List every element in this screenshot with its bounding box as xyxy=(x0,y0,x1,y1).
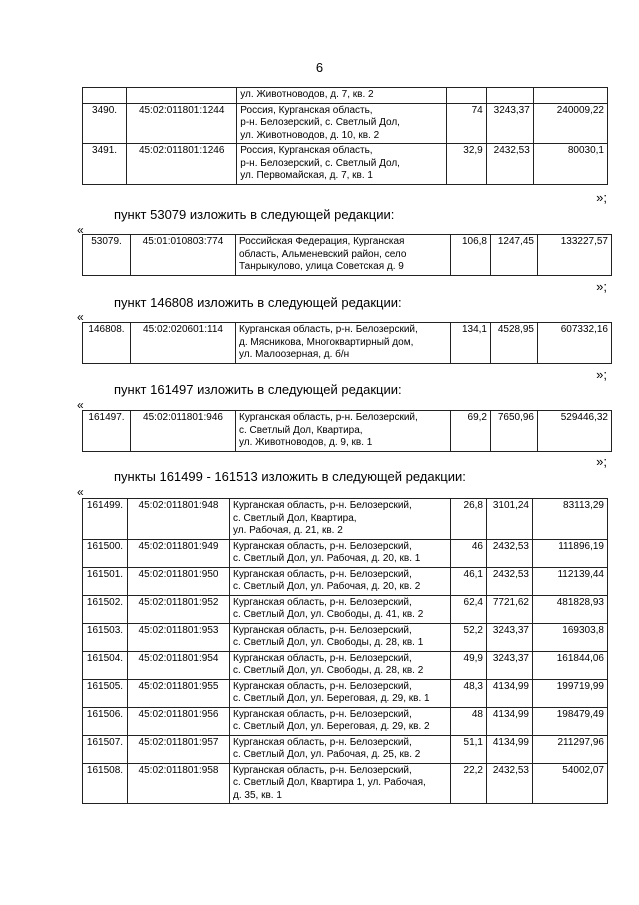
table-row xyxy=(83,623,608,651)
cadastral-number-cell: 45:02:011801:953 xyxy=(128,623,230,651)
address-cell xyxy=(230,595,451,623)
address-cell xyxy=(236,323,451,364)
opening-quote: « xyxy=(77,398,84,412)
price-cell: 7721,62 xyxy=(487,595,533,623)
address-line: с. Светлый Дол, ул. Рабочая, д. 20, кв. 2 xyxy=(233,581,421,592)
address-cell xyxy=(237,144,446,185)
row-number-cell: 161500. xyxy=(83,539,128,567)
address-line: с. Светлый Дол, ул. Свободы, д. 41, кв. 2 xyxy=(233,609,424,620)
cadastral-number-cell: 45:01:010803:774 xyxy=(131,235,236,276)
table-row xyxy=(83,499,608,540)
value-cell: 161844,06 xyxy=(533,651,608,679)
property-table-146808 xyxy=(82,322,612,364)
area-cell: 69,2 xyxy=(451,411,491,452)
table-row xyxy=(83,144,608,185)
row-number-cell: 161497. xyxy=(83,411,131,452)
cadastral-number-cell: 45:02:011801:950 xyxy=(128,567,230,595)
closing-quote: »; xyxy=(596,367,607,382)
value-cell: 529446,32 xyxy=(538,411,612,452)
value-cell: 112139,44 xyxy=(533,567,608,595)
value-cell: 199719,99 xyxy=(533,679,608,707)
address-line: ул. Рабочая, д. 21, кв. 2 xyxy=(233,525,343,536)
table-row xyxy=(83,679,608,707)
cadastral-number-cell: 45:02:011801:954 xyxy=(128,651,230,679)
row-number-cell: 161508. xyxy=(83,763,128,804)
address-cell xyxy=(236,411,451,452)
address-line: Курганская область, р-н. Белозерский, xyxy=(233,624,412,636)
price-cell: 1247,45 xyxy=(491,235,538,276)
row-number-cell: 161505. xyxy=(83,679,128,707)
address-line: с. Светлый Дол, ул. Свободы, д. 28, кв. 2 xyxy=(233,665,424,676)
price-cell: 3243,37 xyxy=(487,651,533,679)
value-cell: 83113,29 xyxy=(533,499,608,540)
cadastral-number-cell: 45:02:011801:952 xyxy=(128,595,230,623)
area-cell: 134,1 xyxy=(451,323,491,364)
property-table-161499 xyxy=(82,498,608,804)
address-line: Курганская область, р-н. Белозерский, xyxy=(233,652,412,664)
closing-quote: »; xyxy=(596,279,607,294)
value-cell: 240009,22 xyxy=(533,103,607,144)
address-line: ул. Животноводов, д. 7, кв. 2 xyxy=(240,89,374,100)
row-number-cell: 3491. xyxy=(83,144,127,185)
area-cell: 49,9 xyxy=(451,651,487,679)
address-line: с. Светлый Дол, ул. Свободы, д. 28, кв. 1 xyxy=(233,637,424,648)
address-line: ул. Животноводов, д. 9, кв. 1 xyxy=(239,437,373,448)
price-cell: 4134,99 xyxy=(487,735,533,763)
area-cell: 62,4 xyxy=(451,595,487,623)
address-line: с. Светлый Дол, ул. Береговая, д. 29, кв. 2 xyxy=(233,721,430,732)
cadastral-number-cell: 45:02:011801:957 xyxy=(128,735,230,763)
closing-quote: »; xyxy=(596,190,607,205)
address-line: с. Светлый Дол, ул. Береговая, д. 29, кв. 1 xyxy=(233,693,430,704)
value-cell: 198479,49 xyxy=(533,707,608,735)
address-line: Курганская область, р-н. Белозерский, xyxy=(233,540,412,552)
address-cell xyxy=(237,88,446,104)
row-number-cell: 161501. xyxy=(83,567,128,595)
price-cell: 3243,37 xyxy=(486,103,533,144)
table-row xyxy=(83,763,608,804)
address-line: ул. Первомайская, д. 7, кв. 1 xyxy=(240,170,373,181)
address-line: с. Светлый Дол, Квартира 1, ул. Рабочая, xyxy=(233,777,426,788)
price-cell: 3243,37 xyxy=(487,623,533,651)
area-cell: 32,9 xyxy=(446,144,486,185)
value-cell: 133227,57 xyxy=(538,235,612,276)
address-cell xyxy=(230,623,451,651)
address-line: с. Светлый Дол, Квартира, xyxy=(239,424,363,436)
address-line: р-н. Белозерский, с. Светлый Дол, xyxy=(240,157,400,169)
section-heading-53079: пункт 53079 изложить в следующей редакции: xyxy=(114,207,395,222)
address-line: Курганская область, р-н. Белозерский, xyxy=(233,736,412,748)
section-heading-161499: пункты 161499 - 161513 изложить в следующей редакции: xyxy=(114,469,466,484)
value-cell: 111896,19 xyxy=(533,539,608,567)
price-cell: 3101,24 xyxy=(487,499,533,540)
address-cell xyxy=(236,235,451,276)
table-row xyxy=(83,539,608,567)
address-line: Курганская область, р-н. Белозерский, xyxy=(239,324,418,335)
area-cell: 46 xyxy=(451,539,487,567)
table-row xyxy=(83,235,612,276)
address-line: Курганская область, р-н. Белозерский, xyxy=(233,708,412,720)
address-line: область, Альменевский район, село xyxy=(239,248,407,260)
cadastral-number-cell: 45:02:011801:1246 xyxy=(127,144,237,185)
property-table-161497 xyxy=(82,410,612,452)
value-cell: 169303,8 xyxy=(533,623,608,651)
table-row xyxy=(83,735,608,763)
section-heading-146808: пункт 146808 изложить в следующей редакции: xyxy=(114,295,402,310)
area-cell: 48,3 xyxy=(451,679,487,707)
address-line: д. 35, кв. 1 xyxy=(233,789,282,801)
address-line: с. Светлый Дол, ул. Рабочая, д. 20, кв. 1 xyxy=(233,553,421,564)
value-cell xyxy=(533,88,607,104)
area-cell: 22,2 xyxy=(451,763,487,804)
address-cell xyxy=(230,679,451,707)
row-number-cell: 53079. xyxy=(83,235,131,276)
address-cell xyxy=(230,707,451,735)
address-line: д. Мясникова, Многоквартирный дом, xyxy=(239,336,414,348)
table-row xyxy=(83,88,608,104)
section-heading-161497: пункт 161497 изложить в следующей редакции: xyxy=(114,382,402,397)
price-cell: 4134,99 xyxy=(487,707,533,735)
address-line: Россия, Курганская область, xyxy=(240,145,373,156)
row-number-cell: 161499. xyxy=(83,499,128,540)
area-cell: 48 xyxy=(451,707,487,735)
price-cell: 4134,99 xyxy=(487,679,533,707)
address-line: Курганская область, р-н. Белозерский, xyxy=(233,596,412,608)
price-cell: 2432,53 xyxy=(486,144,533,185)
price-cell: 2432,53 xyxy=(487,763,533,804)
address-cell xyxy=(230,539,451,567)
address-line: Курганская область, р-н. Белозерский, xyxy=(233,500,412,511)
cadastral-number-cell: 45:02:011801:1244 xyxy=(127,103,237,144)
price-cell: 2432,53 xyxy=(487,567,533,595)
cadastral-number-cell: 45:02:011801:955 xyxy=(128,679,230,707)
row-number-cell: 161502. xyxy=(83,595,128,623)
address-cell xyxy=(230,763,451,804)
table-row xyxy=(83,707,608,735)
opening-quote: « xyxy=(77,310,84,324)
value-cell: 54002,07 xyxy=(533,763,608,804)
table-row xyxy=(83,411,612,452)
address-line: р-н. Белозерский, с. Светлый Дол, xyxy=(240,117,400,128)
address-line: Россия, Курганская область, xyxy=(240,104,373,116)
address-line: с. Светлый Дол, Квартира, xyxy=(233,512,357,524)
table-row xyxy=(83,595,608,623)
area-cell: 26,8 xyxy=(451,499,487,540)
cadastral-number-cell: 45:02:020601:114 xyxy=(131,323,236,364)
property-table-53079 xyxy=(82,234,612,276)
cadastral-number-cell: 45:02:011801:948 xyxy=(128,499,230,540)
value-cell: 211297,96 xyxy=(533,735,608,763)
table-row xyxy=(83,323,612,364)
address-line: ул. Животноводов, д. 10, кв. 2 xyxy=(240,129,380,141)
address-cell xyxy=(230,567,451,595)
row-number-cell: 161506. xyxy=(83,707,128,735)
table-row xyxy=(83,651,608,679)
row-number-cell: 146808. xyxy=(83,323,131,364)
cadastral-number-cell: 45:02:011801:956 xyxy=(128,707,230,735)
opening-quote: « xyxy=(77,485,84,499)
cadastral-number-cell: 45:02:011801:949 xyxy=(128,539,230,567)
row-number-cell: 3490. xyxy=(83,103,127,144)
area-cell xyxy=(446,88,486,104)
page-number: 6 xyxy=(315,60,324,75)
value-cell: 481828,93 xyxy=(533,595,608,623)
address-line: Курганская область, р-н. Белозерский, xyxy=(233,680,412,692)
opening-quote: « xyxy=(77,223,84,237)
area-cell: 74 xyxy=(446,103,486,144)
area-cell: 51,1 xyxy=(451,735,487,763)
property-table-continuation xyxy=(82,87,608,185)
address-line: ул. Малоозерная, д. б/н xyxy=(239,349,350,360)
price-cell xyxy=(486,88,533,104)
price-cell: 7650,96 xyxy=(491,411,538,452)
cadastral-number-cell xyxy=(127,88,237,104)
table-row xyxy=(83,103,608,144)
address-cell xyxy=(237,103,446,144)
row-number-cell: 161504. xyxy=(83,651,128,679)
price-cell: 2432,53 xyxy=(487,539,533,567)
address-line: Курганская область, р-н. Белозерский, xyxy=(233,568,412,580)
address-line: с. Светлый Дол, ул. Рабочая, д. 25, кв. 2 xyxy=(233,749,421,760)
row-number-cell: 161507. xyxy=(83,735,128,763)
row-number-cell xyxy=(83,88,127,104)
price-cell: 4528,95 xyxy=(491,323,538,364)
address-line: Курганская область, р-н. Белозерский, xyxy=(233,764,412,776)
address-line: Танрыкулово, улица Советская д. 9 xyxy=(239,261,404,272)
area-cell: 52,2 xyxy=(451,623,487,651)
cadastral-number-cell: 45:02:011801:958 xyxy=(128,763,230,804)
address-cell xyxy=(230,651,451,679)
table-row xyxy=(83,567,608,595)
address-line: Российская Федерация, Курганская xyxy=(239,236,405,247)
address-line: Курганская область, р-н. Белозерский, xyxy=(239,412,418,423)
address-cell xyxy=(230,735,451,763)
area-cell: 46,1 xyxy=(451,567,487,595)
address-cell xyxy=(230,499,451,540)
cadastral-number-cell: 45:02:011801:946 xyxy=(131,411,236,452)
value-cell: 80030,1 xyxy=(533,144,607,185)
area-cell: 106,8 xyxy=(451,235,491,276)
closing-quote: »; xyxy=(596,454,607,469)
value-cell: 607332,16 xyxy=(538,323,612,364)
row-number-cell: 161503. xyxy=(83,623,128,651)
